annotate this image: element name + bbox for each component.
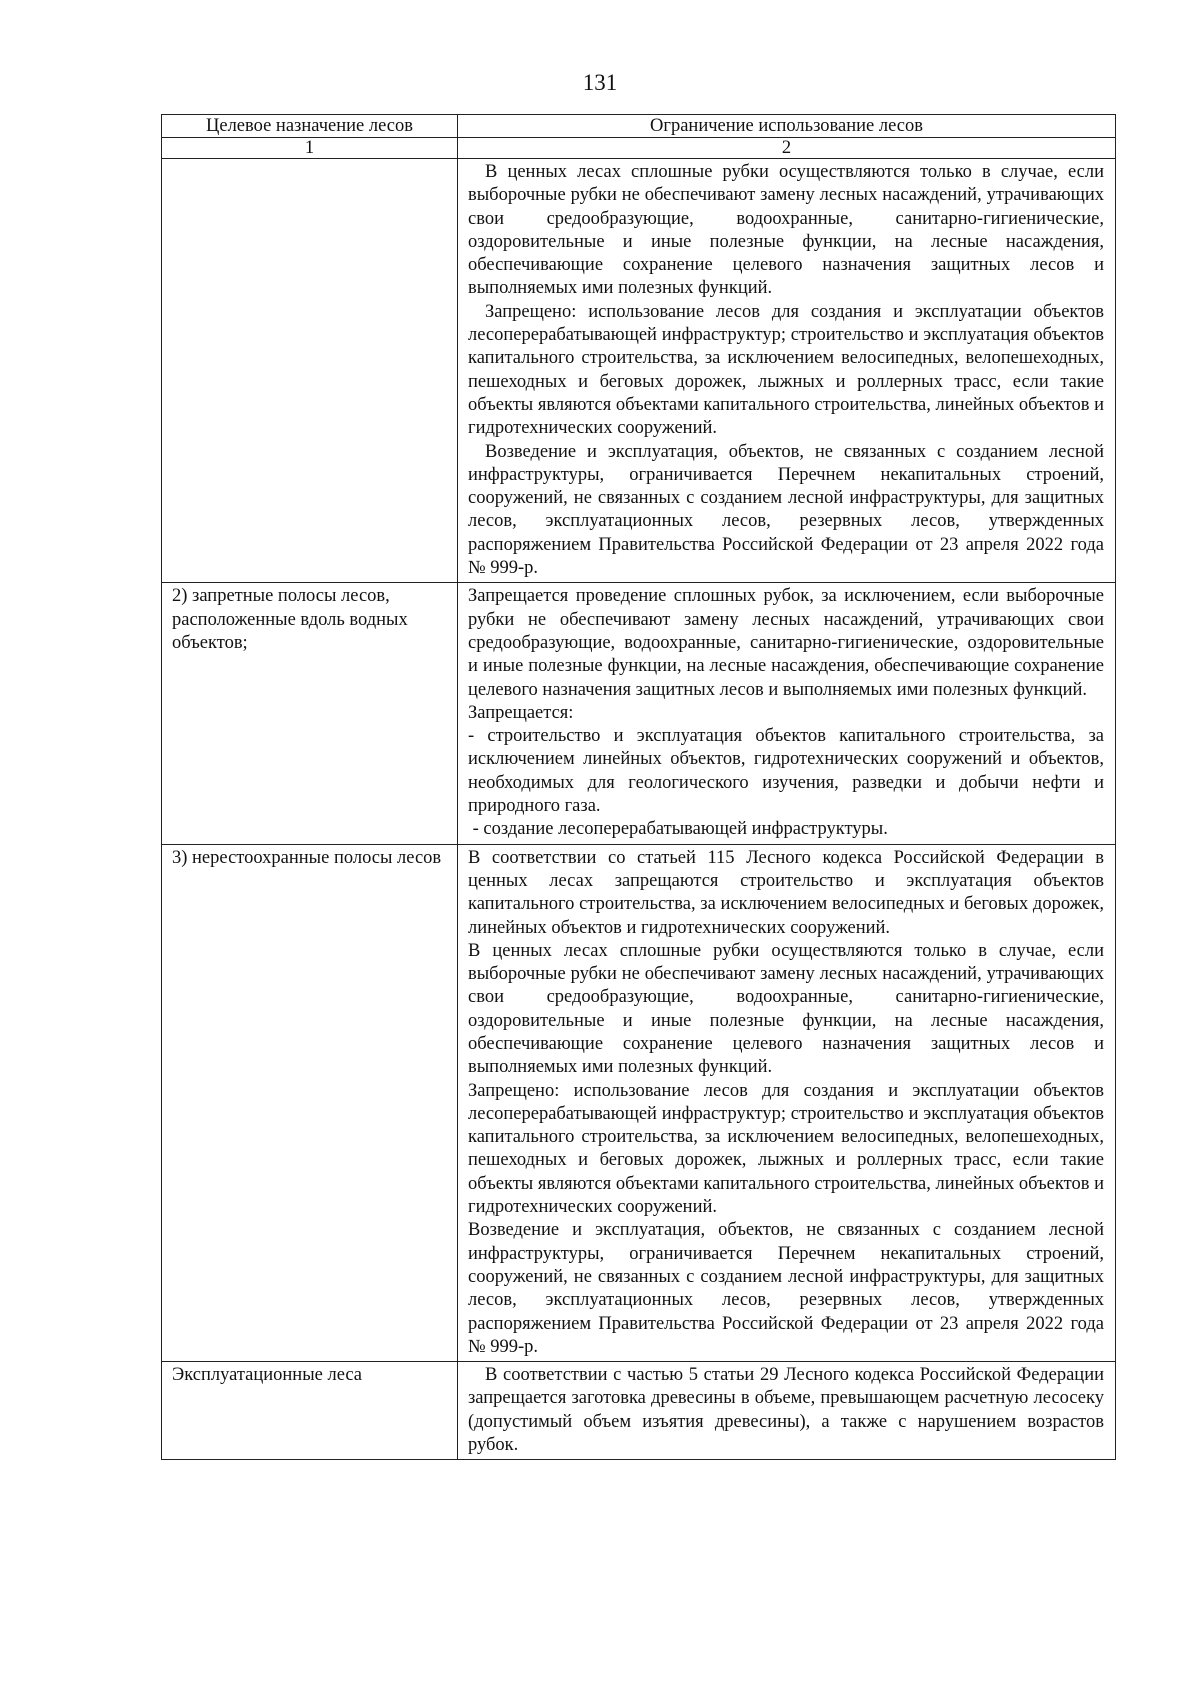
restriction-paragraph: Запрещается: — [468, 702, 574, 723]
purpose-cell — [162, 159, 458, 583]
forest-restrictions-table — [161, 114, 1116, 1460]
column-number-2: 2 — [458, 138, 1116, 159]
restriction-paragraph: Возведение и эксплуатация, объектов, не связанных с созданием лесной инфраструктуры, ограничивается Перечнем некапитальных строений, сооружений, не связанных с созданием лесной инфраструктуры, для защитных лесов, эксплуатационных лесов, резервных лесов, утвержденных распоряжением Правительства Российской Федерации от 23 апреля 2022 года № 999-р. — [468, 1220, 1104, 1357]
restrictions-cell — [458, 844, 1116, 1362]
purpose-cell: 2) запретные полосы лесов, расположенные вдоль водных объектов; — [162, 583, 458, 844]
table-row — [162, 844, 1116, 1362]
header-row — [162, 115, 1116, 138]
column-number-row — [162, 138, 1116, 159]
restrictions-cell — [458, 583, 1116, 844]
restrictions-cell — [458, 159, 1116, 583]
restriction-paragraph: В ценных лесах сплошные рубки осуществляются только в случае, если выборочные рубки не обеспечивают замену лесных насаждений, утрачивающих свои средообразующие, водоохранные, санитарно-гигиенические, оздоровительные и иные полезные функции, на лесные насаждения, обеспечивающие сохранение целевого назначения защитных лесов и выполняемых ими полезных функций. — [468, 940, 1104, 1078]
header-restrictions: Ограничение использование лесов — [458, 115, 1116, 138]
restriction-paragraph: В соответствии с частью 5 статьи 29 Лесного кодекса Российской Федерации запрещается заготовка древесины в объеме, превышающем расчетную лесосеку (допустимый объем изъятия древесины), а также с нарушением возрастов рубок. — [468, 1365, 1104, 1456]
restriction-paragraph: Запрещено: использование лесов для создания и эксплуатации объектов лесоперерабатывающей инфраструктур; строительство и эксплуатация объектов капитального строительства, за исключением велосипедных, велопешеходных, пешеходных и беговых дорожек, лыжных и роллерных трасс, если такие объекты являются объектами капитального строительства, линейных объектов и гидротехнических сооружений. — [468, 1080, 1104, 1218]
purpose-cell: Эксплуатационные леса — [162, 1362, 458, 1460]
restriction-paragraph: В соответствии со статьей 115 Лесного кодекса Российской Федерации в ценных лесах запрещаются строительство и эксплуатация объектов капитального строительства, за исключением велосипедных и беговых дорожек, линейных объектов и гидротехнических сооружений. — [468, 847, 1104, 938]
page-number: 131 — [582, 70, 618, 95]
table-row — [162, 159, 1116, 583]
restriction-paragraph: Запрещено: использование лесов для создания и эксплуатации объектов лесоперерабатывающей инфраструктур; строительство и эксплуатация объектов капитального строительства, за исключением велосипедных, велопешеходных, пешеходных и беговых дорожек, лыжных и роллерных трасс, если такие объекты являются объектами капитального строительства, линейных объектов и гидротехнических сооружений. — [468, 301, 1104, 439]
restriction-paragraph: В ценных лесах сплошные рубки осуществляются только в случае, если выборочные рубки не обеспечивают замену лесных насаждений, утрачивающих свои средообразующие, водоохранные, санитарно-гигиенические, оздоровительные и иные полезные функции, на лесные насаждения, обеспечивающие сохранение целевого назначения защитных лесов и выполняемых ими полезных функций. — [468, 162, 1104, 299]
restriction-paragraph: Запрещается проведение сплошных рубок, за исключением, если выборочные рубки не обеспечивают замену лесных насаждений, утрачивающих свои средообразующие, водоохранные, санитарно-гигиенические, оздоровительные и иные полезные функции, на лесные насаждения, обеспечивающие сохранение целевого назначения защитных лесов и выполняемых ими полезных функций. — [468, 586, 1104, 700]
table-row — [162, 1362, 1116, 1460]
table-row — [162, 583, 1116, 844]
purpose-cell: 3) нерестоохранные полосы лесов — [162, 844, 458, 1362]
restrictions-cell — [458, 1362, 1116, 1460]
column-number-1: 1 — [162, 138, 458, 159]
restriction-paragraph: Возведение и эксплуатация, объектов, не связанных с созданием лесной инфраструктуры, ограничивается Перечнем некапитальных строений, сооружений, не связанных с созданием лесной инфраструктуры, для защитных лесов, эксплуатационных лесов, резервных лесов, утвержденных распоряжением Правительства Российской Федерации от 23 апреля 2022 года № 999-р. — [468, 441, 1104, 579]
restriction-paragraph: - создание лесоперерабатывающей инфраструктуры. — [468, 819, 888, 840]
restriction-paragraph: - строительство и эксплуатация объектов капитального строительства, за исключением линейных объектов, гидротехнических сооружений и объектов, необходимых для геологического изучения, разведки и добычи нефти и природного газа. — [468, 726, 1104, 817]
header-purpose: Целевое назначение лесов — [162, 115, 458, 138]
